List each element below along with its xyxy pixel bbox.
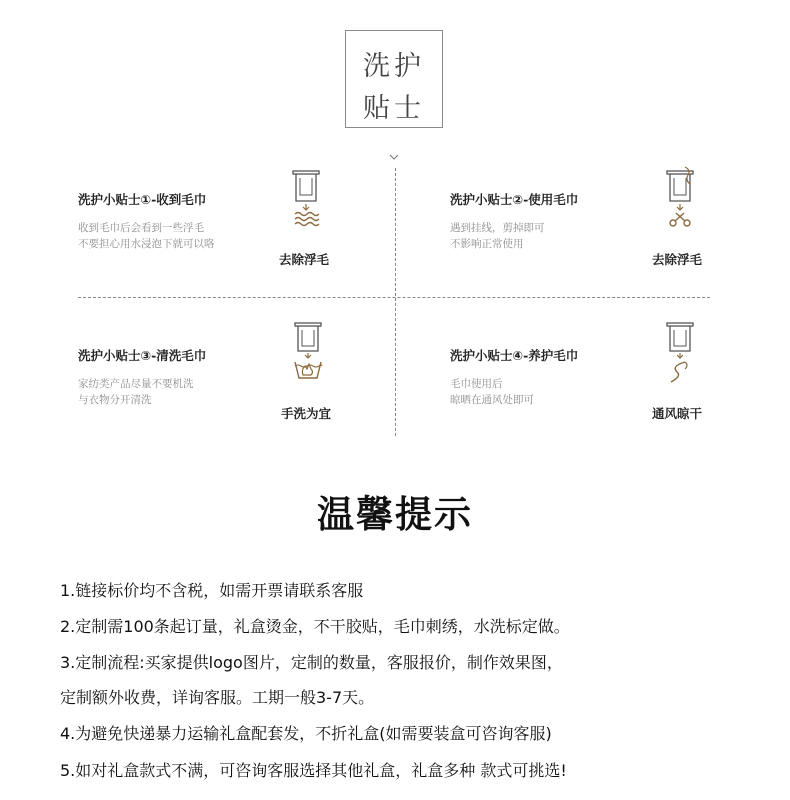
vertical-divider bbox=[395, 168, 396, 436]
tip-caption: 通风晾干 bbox=[652, 406, 703, 421]
warm-tip-line: 1.链接标价均不含税，如需开票请联系客服 bbox=[60, 581, 364, 600]
tip-desc-line: 家纺类产品尽量不要机洗 bbox=[78, 378, 194, 390]
warm-tip-line: 4.为避免快递暴力运输礼盒配套发，不折礼盒(如需要装盒可咨询客服) bbox=[60, 724, 552, 743]
title-line-2: 贴士 bbox=[363, 93, 425, 124]
tip-heading: 洗护小贴士②-使用毛巾 bbox=[450, 192, 579, 207]
warm-tip-line: 定制额外收费，详询客服。工期一般3-7天。 bbox=[60, 688, 375, 707]
warm-tip-line: 5.如对礼盒款式不满，可咨询客服选择其他礼盒，礼盒多种 款式可挑选! bbox=[60, 761, 567, 780]
tip-caption: 手洗为宜 bbox=[281, 406, 332, 421]
tip-desc-line: 不影响正常使用 bbox=[450, 238, 524, 250]
warm-tip-line: 2.定制需100条起订量，礼盒烫金，不干胶贴，毛巾刺绣，水洗标定做。 bbox=[60, 617, 570, 636]
towel-scissors-icon bbox=[663, 166, 699, 230]
title-line-1: 洗护 bbox=[363, 51, 425, 82]
tip-heading: 洗护小贴士③-清洗毛巾 bbox=[78, 348, 207, 363]
towel-handwash-icon bbox=[291, 322, 327, 380]
towel-airdry-icon bbox=[663, 322, 699, 384]
tip-caption: 去除浮毛 bbox=[652, 252, 703, 267]
tip-desc-line: 与衣物分开清洗 bbox=[78, 394, 152, 406]
warm-tip-line: 3.定制流程:买家提供logo图片，定制的数量，客服报价，制作效果图， bbox=[60, 653, 563, 672]
horizontal-divider bbox=[78, 297, 710, 298]
chevron-down-icon bbox=[389, 154, 399, 160]
care-tips-title-box bbox=[345, 30, 443, 130]
tip-heading: 洗护小贴士①-收到毛巾 bbox=[78, 192, 207, 207]
tip-desc-line: 不要担心用水浸泡下就可以咯 bbox=[78, 238, 215, 250]
tip-desc-line: 遇到挂线，剪掉即可 bbox=[450, 222, 545, 234]
warm-tips-title: 温馨提示 bbox=[317, 493, 473, 536]
tip-desc-line: 毛巾使用后 bbox=[450, 378, 503, 390]
towel-water-icon bbox=[289, 169, 325, 229]
tip-caption: 去除浮毛 bbox=[279, 252, 330, 267]
tip-desc-line: 收到毛巾后会看到一些浮毛 bbox=[78, 222, 204, 234]
tip-desc-line: 晾晒在通风处即可 bbox=[450, 394, 534, 406]
tip-heading: 洗护小贴士④-养护毛巾 bbox=[450, 348, 579, 363]
